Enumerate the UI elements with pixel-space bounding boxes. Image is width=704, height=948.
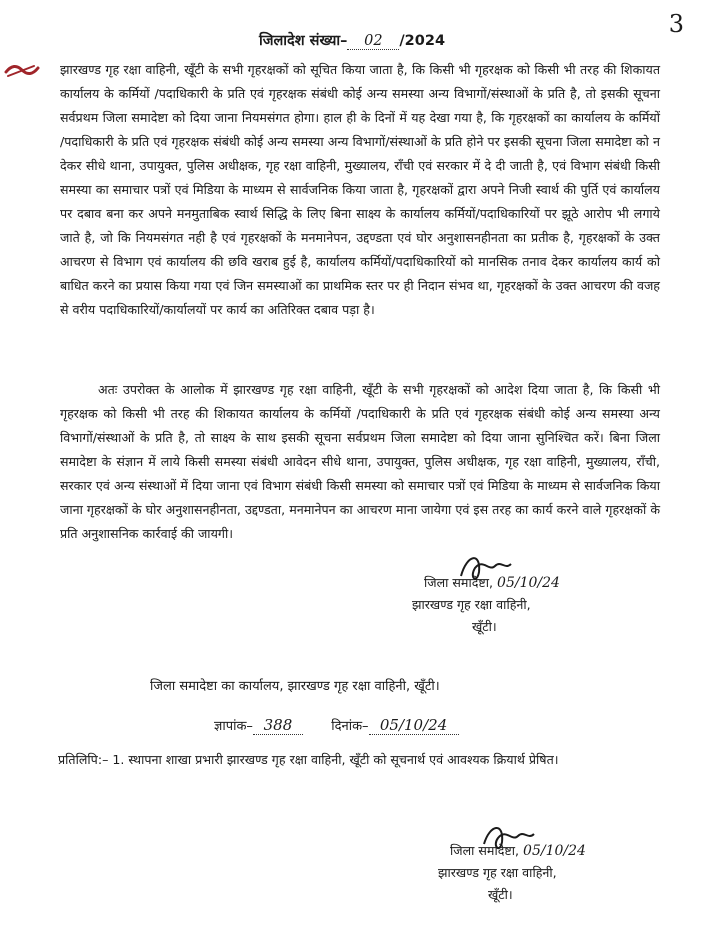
signatory-place: खूँटी। <box>488 887 513 902</box>
handwritten-page-number: 3 <box>668 10 684 38</box>
reference-line <box>214 716 459 735</box>
order-year: /2024 <box>399 33 446 49</box>
office-line: जिला समादेष्टा का कार्यालय, झारखण्ड गृह रक्षा वाहिनी, खूँटी। <box>150 679 440 694</box>
order-label: जिलादेश संख्या– <box>258 33 348 49</box>
signatory-org: झारखण्ड गृह रक्षा वाहिनी, <box>438 865 557 880</box>
margin-mark-icon <box>4 58 44 80</box>
copy-to-line: प्रतिलिपि:– 1. स्थापना शाखा प्रभारी झारखण्ड गृह रक्षा वाहिनी, खूँटी को सूचनार्थ एवं आवश्यक क्रियार्थ प्रेषित। <box>58 752 559 767</box>
signature-date: 05/10/24 <box>523 843 586 859</box>
signature-date: 05/10/24 <box>497 575 560 591</box>
date-label: दिनांक– <box>331 719 369 734</box>
signatory-title: जिला समादेष्टा, <box>424 575 494 590</box>
body-paragraph-2: अतः उपरोक्त के आलोक में झारखण्ड गृह रक्षा वाहिनी, खूँटी के सभी गृहरक्षकों को आदेश दिया जाता है, कि किसी भी गृहरक्षक को किसी भी तरह की शिकायत कार्यालय के कर्मियों /पदाधिकारी के प्रति एवं गृहरक्षक संबंधी कोई अन्य समस्या अन्य विभागों/संस्थाओं के प्रति है, तो साक्ष्य के साथ इसकी सूचना सर्वप्रथम जिला समादेष्टा को दिया जाना सुनिश्चित करें। बिना जिला समादेष्टा के संज्ञान में लाये किसी समस्या संबंधी आवेदन सीधे थाना, उपायुक्त, पुलिस अधीक्षक, गृह रक्षा वाहिनी, मुख्यालय, राँची, सरकार एवं अन्य संस्थाओं में दिया जाना एवं विभाग संबंधी किसी समस्या को समाचार पत्रों एवं मिडिया के माध्यम से सार्वजनिक किया जाना गृहरक्षकों के घोर अनुशासनहीनता, उद्दण्डता, मनमानेपन का आचरण माना जायेगा एवं इस तरह का कार्य करने वाले गृहरक्षकों के प्रति अनुशासनिक कार्रवाई की जायगी। <box>60 382 660 541</box>
order-number: 02 <box>347 33 399 50</box>
memo-date: 05/10/24 <box>369 716 459 735</box>
signatory-title: जिला समादेष्टा, <box>450 843 520 858</box>
memo-number: 388 <box>253 716 303 735</box>
signatory-place: खूँटी। <box>472 619 497 634</box>
signature-block-1 <box>412 572 592 638</box>
order-header <box>0 30 704 50</box>
signature-block-2 <box>438 840 618 906</box>
signatory-org: झारखण्ड गृह रक्षा वाहिनी, <box>412 597 531 612</box>
body-paragraph-1: झारखण्ड गृह रक्षा वाहिनी, खूँटी के सभी गृहरक्षकों को सूचित किया जाता है, कि किसी भी गृहरक्षक को किसी भी तरह की शिकायत कार्यालय के कर्मियों /पदाधिकारी के प्रति एवं गृहरक्षक संबंधी कोई अन्य समस्या अन्य विभागों/संस्थाओं के प्रति है, तो इसकी सूचना सर्वप्रथम जिला समादेष्टा को दिया जाना नियमसंगत होगा। हाल ही के दिनों में यह देखा गया है, कि गृहरक्षकों का कार्यालय के कर्मियों /पदाधिकारी के प्रति एवं गृहरक्षक संबंधी कोई अन्य समस्या अन्य विभागों/संस्थाओं के प्रति होने पर इसकी सूचना जिला समादेष्टा को न देकर सीधे थाना, उपायुक्त, पुलिस अधीक्षक, गृह रक्षा वाहिनी, मुख्यालय, राँची एवं सरकार में दे दी जाती है, एवं विभाग संबंधी किसी समस्या का समाचार पत्रों एवं मिडिया के माध्यम से सार्वजनिक किया जाता है, गृहरक्षकों द्वारा अपने निजी स्वार्थ की पुर्ति एवं कार्यालय पर दबाव बना कर अपने मनमुताबिक स्वार्थ सिद्धि के लिए बिना साक्ष्य के कार्यालय कर्मियों/पदाधिकारियों पर झूठे आरोप भी लगाये जाते है, जो कि नियमसंगत नही है एवं गृहरक्षकों के मनमानेपन, उद्दण्डता एवं घोर अनुशासनहीनता का प्रतीक है, गृहरक्षकों के उक्त आचरण से विभाग एवं कार्यालय की छवि खराब हुई है, कार्यालय कर्मियों/पदाधिकारियों को मानसिक तनाव देकर कार्यालय कार्य को बाधित करने का प्रयास किया गया एवं जिन समस्याओं का प्राथमिक स्तर पर ही निदान संभव था, गृहरक्षकों के उक्त आचरण की वजह से वरीय पदाधिकारियों/कार्यालयों पर कार्य का अतिरिक्त दबाव पड़ा है। <box>60 62 660 317</box>
memo-label: ज्ञापांक– <box>214 719 253 734</box>
